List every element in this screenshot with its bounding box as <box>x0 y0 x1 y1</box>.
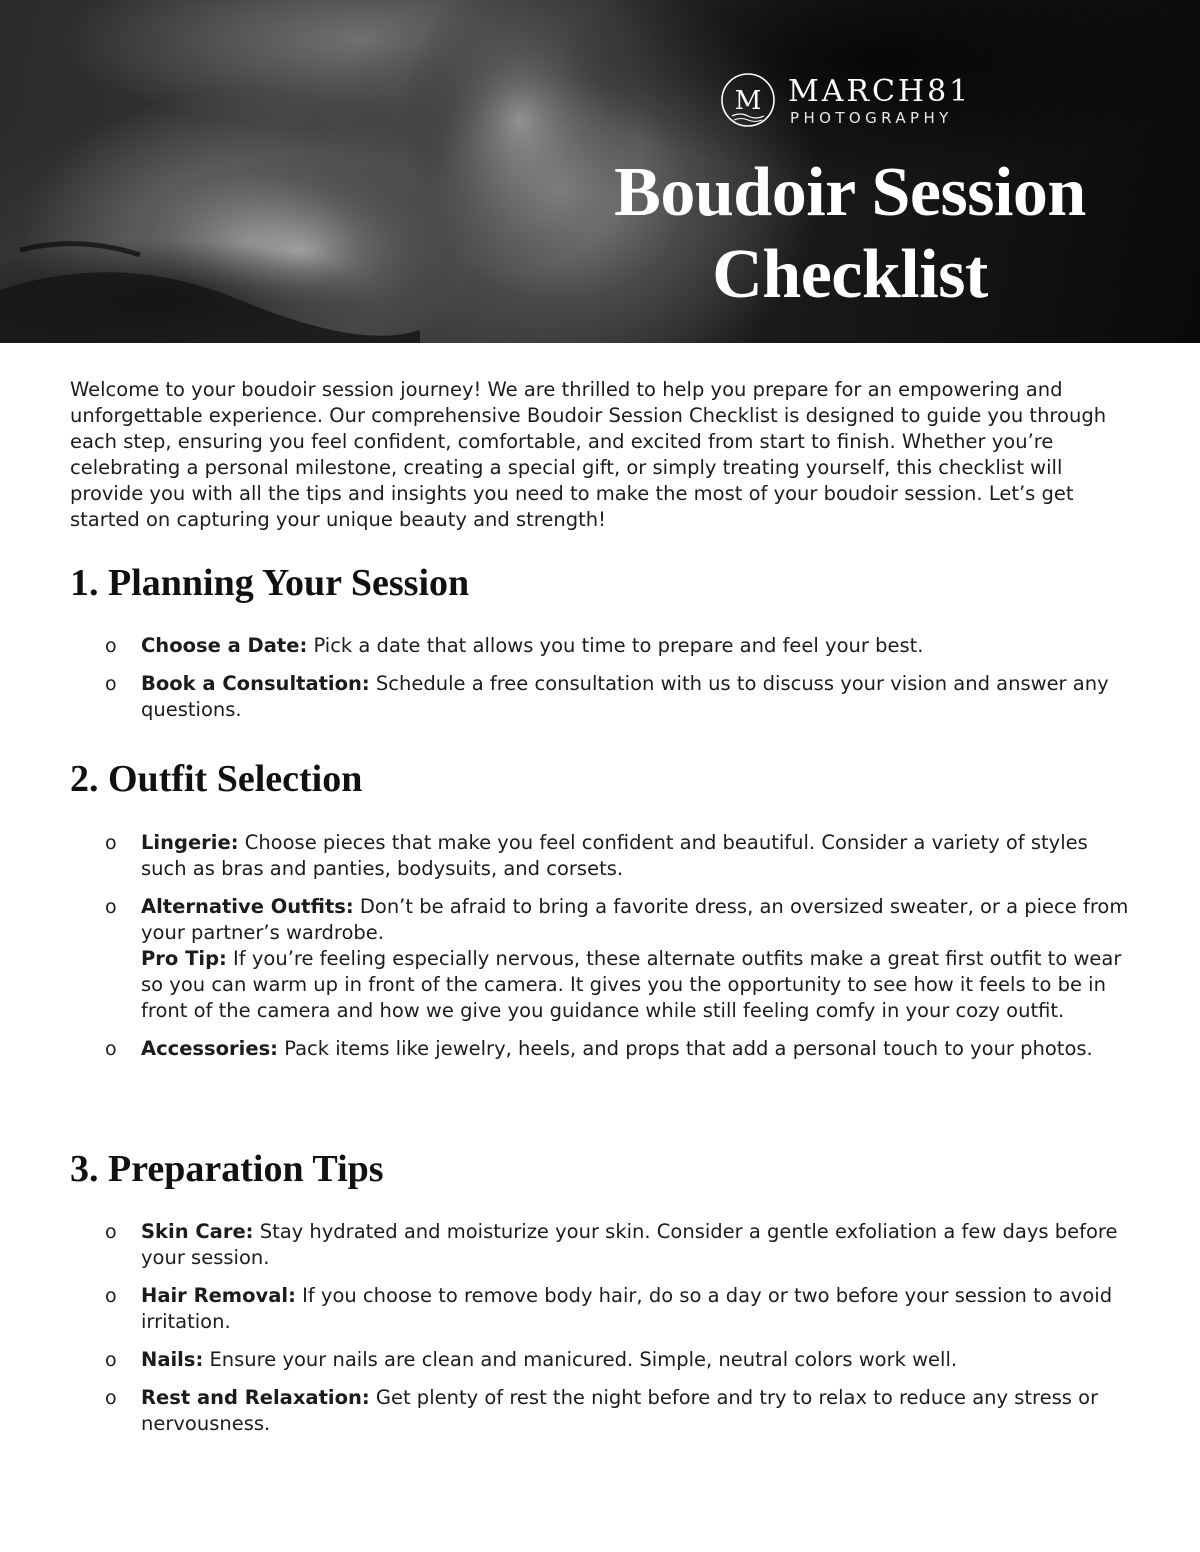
item-text: Get plenty of rest the night before and try to relax to reduce any stress or nervousness. <box>141 1386 1099 1435</box>
title-line-1: Boudoir Session <box>614 154 1086 231</box>
checkbox-bullet-icon: o <box>105 673 117 695</box>
header-banner <box>0 0 1200 343</box>
item-text: Choose pieces that make you feel confident and beautiful. Consider a variety of styles such as bras and panties, bodysuits, and corsets. <box>141 831 1088 880</box>
title-line-2: Checklist <box>712 236 988 313</box>
checklist-planning <box>105 633 1135 723</box>
pro-tip-label: Pro Tip: <box>141 947 227 970</box>
list-item <box>105 633 1135 659</box>
checkbox-bullet-icon: o <box>105 896 117 918</box>
item-label: Alternative Outfits: <box>141 895 354 918</box>
logo-name: MARCH81 <box>788 74 972 109</box>
checkbox-bullet-icon: o <box>105 1038 117 1060</box>
logo-subtitle: PHOTOGRAPHY <box>790 109 953 127</box>
checkbox-bullet-icon: o <box>105 635 117 657</box>
item-text: Ensure your nails are clean and manicured. Simple, neutral colors work well. <box>209 1348 958 1371</box>
item-text: If you choose to remove body hair, do so a day or two before your session to avoid irritation. <box>141 1284 1113 1333</box>
list-item <box>105 830 1135 882</box>
list-item <box>105 1283 1135 1335</box>
list-item <box>105 1347 1135 1373</box>
item-text: Stay hydrated and moisturize your skin. Consider a gentle exfoliation a few days before your session. <box>141 1220 1118 1269</box>
checkbox-bullet-icon: o <box>105 1285 117 1307</box>
item-label: Lingerie: <box>141 831 239 854</box>
checkbox-bullet-icon: o <box>105 1387 117 1409</box>
section-title-outfit: 2. Outfit Selection <box>70 758 363 800</box>
item-label: Nails: <box>141 1348 204 1371</box>
pro-tip-text: If you’re feeling especially nervous, these alternate outfits make a great first outfit to wear so you can warm up in front of the camera. It gives you the opportunity to see how it feels to be in front of the camera and how we give you guidance while still feeling comfy in your cozy outfit. <box>141 947 1122 1022</box>
brand-logo <box>720 72 1000 128</box>
list-item <box>105 671 1135 723</box>
item-label: Skin Care: <box>141 1220 254 1243</box>
logo-initial: M <box>734 86 762 116</box>
item-label: Book a Consultation: <box>141 672 370 695</box>
checklist-preparation <box>105 1219 1135 1449</box>
list-item <box>105 894 1135 1024</box>
section-title-planning: 1. Planning Your Session <box>70 562 470 604</box>
item-label: Choose a Date: <box>141 634 308 657</box>
item-label: Accessories: <box>141 1037 278 1060</box>
item-text: Pick a date that allows you time to prepare and feel your best. <box>313 634 924 657</box>
checkbox-bullet-icon: o <box>105 1349 117 1371</box>
item-label: Hair Removal: <box>141 1284 296 1307</box>
item-text: Pack items like jewelry, heels, and props that add a personal touch to your photos. <box>284 1037 1093 1060</box>
pro-tip <box>141 946 1135 1024</box>
item-text: Schedule a free consultation with us to discuss your vision and answer any questions. <box>141 672 1109 721</box>
item-label: Rest and Relaxation: <box>141 1386 370 1409</box>
item-text: Don’t be afraid to bring a favorite dress, an oversized sweater, or a piece from your partner’s wardrobe. <box>141 895 1129 944</box>
checklist-outfit <box>105 830 1135 1074</box>
checkbox-bullet-icon: o <box>105 1221 117 1243</box>
list-item <box>105 1219 1135 1271</box>
section-title-preparation: 3. Preparation Tips <box>70 1148 384 1190</box>
checkbox-bullet-icon: o <box>105 832 117 854</box>
logo-emblem-icon <box>720 72 776 128</box>
list-item <box>105 1385 1135 1437</box>
page-title <box>560 152 1140 316</box>
list-item <box>105 1036 1135 1062</box>
intro-paragraph: Welcome to your boudoir session journey! We are thrilled to help you prepare for an empowering and unforgettable experience. Our comprehensive Boudoir Session Checklist is designed to guide you through each step, ensuring you feel confident, comfortable, and excited from start to finish. Whether you’re celebrating a personal milestone, creating a special gift, or simply treating yourself, this checklist will provide you with all the tips and insights you need to make the most of your boudoir session. Let’s get started on capturing your unique beauty and strength! <box>70 378 1107 531</box>
